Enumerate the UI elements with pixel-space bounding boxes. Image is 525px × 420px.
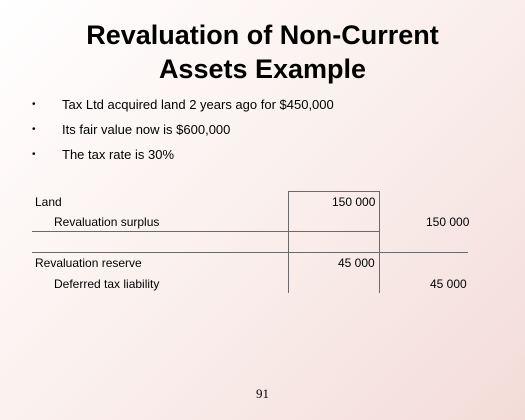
bullet-text: The tax rate is 30% bbox=[62, 147, 174, 162]
slide-title-line-1: Revaluation of Non-Current bbox=[86, 20, 439, 50]
account-label: Revaluation reserve bbox=[35, 256, 142, 270]
bullet-text: Tax Ltd acquired land 2 years ago for $450,000 bbox=[62, 97, 334, 112]
table-divider bbox=[379, 191, 380, 293]
credit-amount: 45 000 bbox=[430, 277, 467, 291]
bullet-icon: • bbox=[32, 124, 36, 135]
bullet-item bbox=[30, 146, 334, 171]
table-divider bbox=[288, 191, 289, 293]
debit-amount: 45 000 bbox=[338, 256, 375, 270]
bullet-item bbox=[30, 96, 334, 121]
table-divider bbox=[32, 231, 379, 232]
debit-amount: 150 000 bbox=[332, 195, 376, 209]
table-divider bbox=[32, 252, 379, 253]
slide-title bbox=[0, 18, 525, 86]
table-divider bbox=[379, 252, 468, 253]
journal-entry-table bbox=[32, 191, 468, 293]
table-divider bbox=[288, 191, 379, 192]
slide-title-line-2: Assets Example bbox=[158, 54, 367, 84]
bullet-text: Its fair value now is $600,000 bbox=[62, 122, 231, 137]
bullet-list bbox=[30, 96, 334, 171]
bullet-icon: • bbox=[32, 99, 36, 110]
account-label: Deferred tax liability bbox=[54, 277, 160, 291]
credit-amount: 150 000 bbox=[426, 215, 470, 229]
account-label: Revaluation surplus bbox=[54, 215, 160, 229]
bullet-item bbox=[30, 121, 334, 146]
page-number: 91 bbox=[256, 386, 269, 401]
account-label: Land bbox=[35, 195, 62, 209]
bullet-icon: • bbox=[32, 149, 36, 160]
